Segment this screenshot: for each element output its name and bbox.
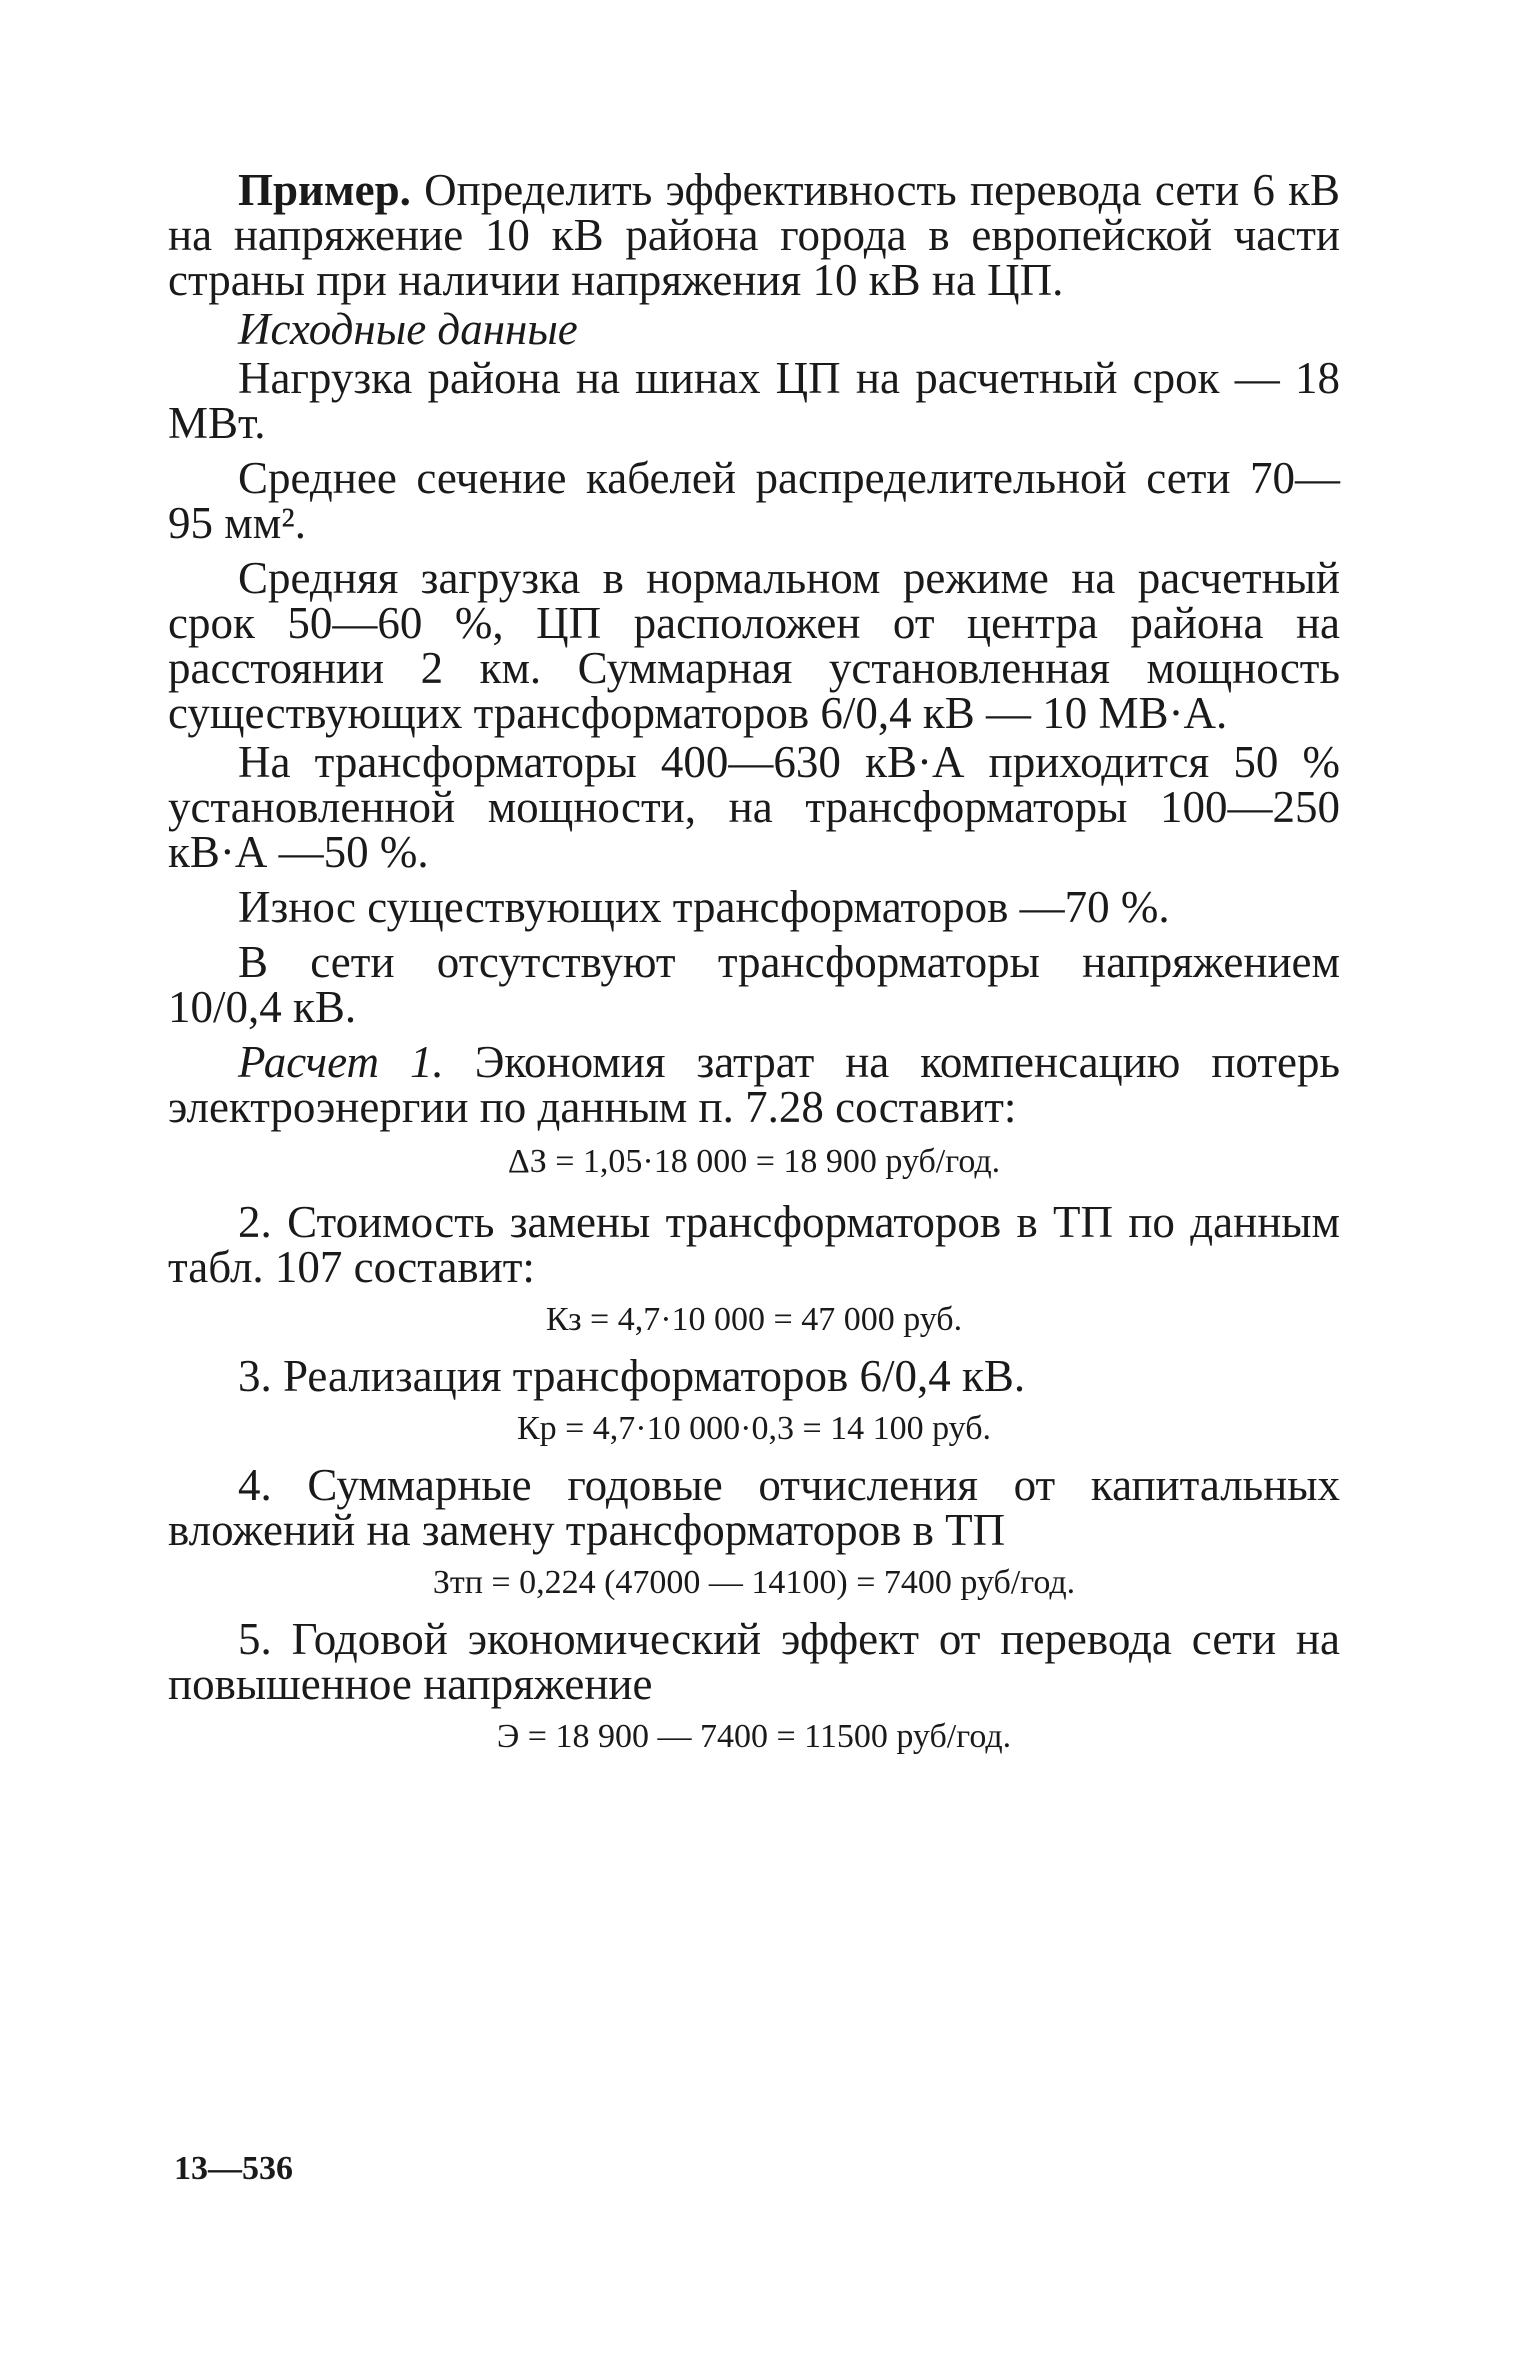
formula-1: ΔЗ = 1,05·18 000 = 18 900 руб/год. — [507, 1143, 1001, 1180]
input-paragraph-6: В сети отсутствуют трансформаторы напряжением 10/0,4 кВ. — [168, 937, 1340, 1032]
calc-step-4: 4. Суммарные годовые отчисления от капитальных вложений на замену трансформаторов в ТП — [168, 1460, 1340, 1555]
formula-4: Зтп = 0,224 (47000 — 14100) = 7400 руб/год. — [432, 1564, 1076, 1601]
example-lead: Пример. — [238, 165, 411, 215]
example-text: Определить эффективность перевода сети 6 кВ на напряжение 10 кВ района города в европейской части страны при наличии напряжения 10 кВ на ЦП. — [168, 165, 1341, 305]
calc-step-1 — [168, 1037, 1341, 1132]
formula-2: Кз = 4,7·10 000 = 47 000 руб. — [545, 1301, 963, 1338]
page-signature: 13—536 — [174, 2150, 293, 2187]
calc-step-1-label: Расчет 1. — [238, 1037, 444, 1087]
calc-step-5: 5. Годовой экономический эффект от перевода сети на повышенное напряжение — [168, 1614, 1340, 1709]
formula-5: Э = 18 900 — 7400 = 11500 руб/год. — [496, 1718, 1012, 1755]
calc-step-1-text: Экономия затрат на компенсацию потерь электроэнергии по данным п. 7.28 составит: — [168, 1037, 1341, 1132]
input-paragraph-1: Нагрузка района на шинах ЦП на расчетный срок — 18 МВт. — [168, 353, 1340, 448]
input-paragraph-5: Износ существующих трансформаторов —70 %. — [238, 882, 1170, 932]
input-heading: Исходные данные — [238, 304, 578, 354]
input-paragraph-4: На трансформаторы 400—630 кВ·А приходится 50 % установленной мощности, на трансформаторы 100—250 кВ·А —50 %. — [168, 737, 1340, 877]
calc-step-3: 3. Реализация трансформаторов 6/0,4 кВ. — [238, 1351, 1026, 1401]
formula-3: Кр = 4,7·10 000·0,3 = 14 100 руб. — [516, 1410, 992, 1447]
input-paragraph-3: Средняя загрузка в нормальном режиме на расчетный срок 50—60 %, ЦП расположен от центра района на расстоянии 2 км. Суммарная установленная мощность существующих трансформаторов 6/0,4 кВ — 10 МВ·А. — [168, 553, 1340, 738]
document-page — [168, 165, 1341, 1771]
input-paragraph-2: Среднее сечение кабелей распределительной сети 70—95 мм². — [168, 453, 1340, 548]
calc-step-2: 2. Стоимость замены трансформаторов в ТП по данным табл. 107 составит: — [168, 1197, 1340, 1292]
example-paragraph — [168, 165, 1341, 305]
